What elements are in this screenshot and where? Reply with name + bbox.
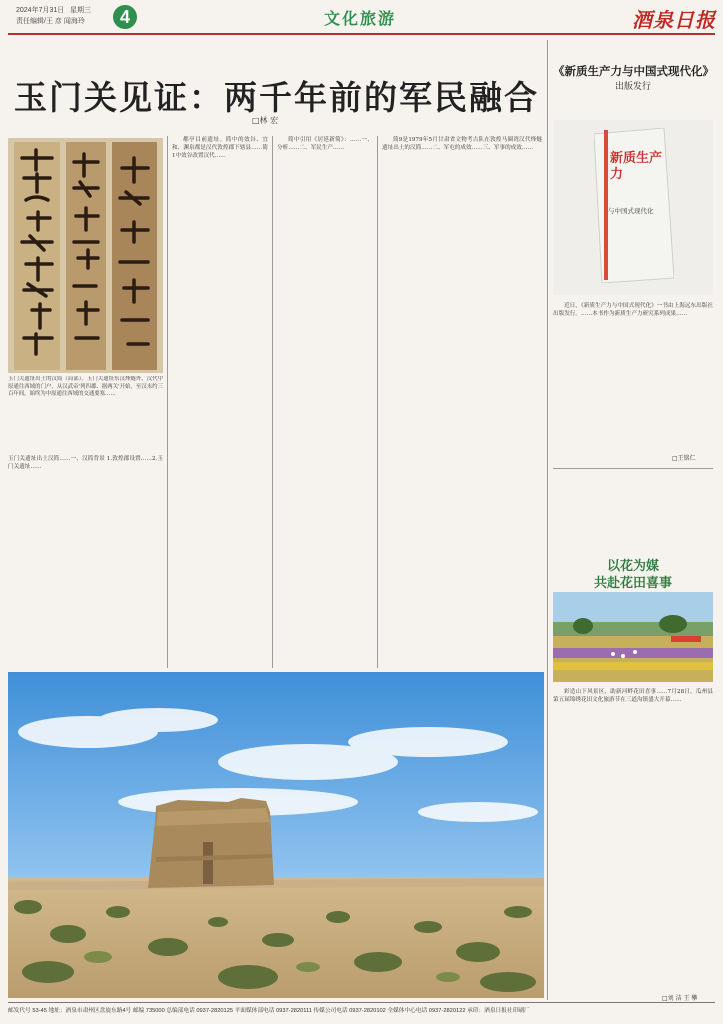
book-cover-title: 新质生产力 [610,150,663,181]
book-cover-subtitle: 与中国式现代化 [608,207,654,215]
header-rule [8,33,715,35]
travel-article-text [553,688,713,998]
travel-text: 彩造山下风景区，助新河畔花田喜事……7月28日，瓜州县第五届锦绣花田文化旅游节在三道沟镇盛大开幕…… [553,689,713,704]
book-subtitle: 出版发行 [614,82,651,92]
article-col1-text: 玉门关遗址出土汉简……一、汉简背景 1.敦煌郡设置……2.玉门关遗址…… [8,456,163,471]
newspaper-logo: 酒泉日报 [632,8,716,32]
issue-weekday: 星期三 [70,7,91,14]
article-column-1 [8,455,163,667]
column-divider [167,136,168,668]
article-headline: 玉门关见证：两千年前的军民融合 [14,78,539,117]
page-number: 4 [113,5,137,29]
slip-2 [66,142,106,370]
column-divider [377,136,378,668]
article-column-4 [382,136,542,668]
yumen-pass-photo [8,672,544,998]
sidebar-divider-h [553,468,713,469]
travel-title-line1: 以花为媒 [606,558,659,573]
travel-author: □刘 洁 王 攀 [662,995,698,1002]
section-title: 文化旅游 [323,11,396,28]
article-col2-text: 都亭目前遗址。简中的效谷、宜和、渊泉都是汉代敦煌郡下辖县……简1中效谷改置汉代…… [172,137,268,160]
book-text: 近日，《新质生产力与中国式现代化》一书由上海远东出版社出版发行。……本书作为新质生产力研究系列成果…… [553,303,713,318]
sidebar-divider [547,40,548,1000]
travel-title-line2: 共赴花田喜事 [593,575,672,590]
han-slips-photo [8,138,163,373]
footer-info: 邮发代号 53-45 地址：酒泉市肃州区盘旋东路4号 邮编 735000 总编部电话 0937-2820125 平面媒体部电话 0937-2820111 传媒公司电话 0937-2820102 全媒体中心电话 0937-2820122 承印：酒泉日报社印刷厂 [8,1008,530,1014]
article-col4-text: 简9是1979年5月甘肃省文物考古队在敦煌马圈湾汉代烽燧遗址出土的汉简……二、军屯的成效……三、军事的成效…… [382,137,542,152]
book-author: □王铭仁 [672,455,696,462]
book-article-text [553,302,713,460]
photo-caption: 玉门关遗址出土的汉简（局部）。玉门关遗址东汉烽燧外，汉代中原通往西域的门户，从汉武帝'列四郡、据两关'开始，至汉末约三百年间，始终为中原通往西域的交通要塞…… [8,376,163,398]
flower-field-photo [553,592,713,682]
issue-date: 2024年7月31日 [16,7,65,14]
book-title: 《新质生产力与中国式现代化》 [553,64,714,78]
responsible-editor: 责任编辑/王 彦 闻海玲 [16,18,85,25]
article-col3-text: 简中引用《居延新简》：……一、分析……二、军民生产…… [277,137,373,152]
article-column-2 [172,136,268,668]
article-byline: □林 宏 [252,116,279,125]
footer-rule [8,1002,715,1003]
column-divider [272,136,273,668]
article-column-3 [277,136,373,668]
